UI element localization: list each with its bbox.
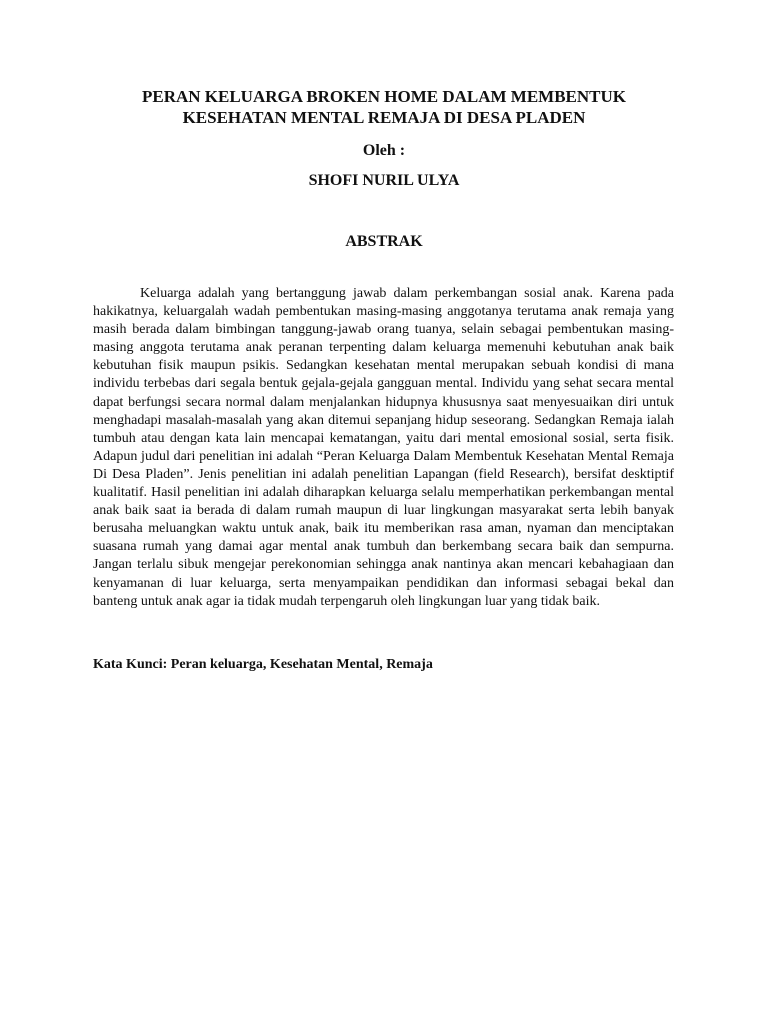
- abstract-heading: ABSTRAK: [345, 233, 423, 250]
- keywords-line: Kata Kunci: Peran keluarga, Kesehatan Mental, Remaja: [93, 657, 433, 672]
- document-title: PERAN KELUARGA BROKEN HOME DALAM MEMBENTUK KESEHATAN MENTAL REMAJA DI DESA PLADEN: [141, 87, 627, 127]
- by-label: Oleh :: [362, 142, 406, 159]
- author-name: SHOFI NURIL ULYA: [308, 172, 460, 189]
- abstract-paragraph: Keluarga adalah yang bertanggung jawab dalam perkembangan sosial anak. Karena pada hakikatnya, keluargalah wadah pembentukan masing-masing anggotanya terutama anak remaja yang masih berada dalam bimbingan tanggung-jawab orang tuanya, selain sebagai pembentukan masing-masing anggota terutama anak peranan terpenting dalam keluarga memenuhi kebutuhan anak baik kebutuhan fisik maupun psikis. Sedangkan kesehatan mental merupakan sebuah kondisi di mana individu terbebas dari segala bentuk gejala-gejala gangguan mental. Individu yang sehat secara mental dapat berfungsi secara normal dalam menjalankan hidupnya khususnya saat menyesuaikan diri untuk menghadapi masalah-masalah yang akan ditemui sepanjang hidup seseorang. Sedangkan Remaja ialah tumbuh atau dengan kata lain mencapai kematangan, yaitu dari mental emosional sosial, serta fisik. Adapun judul dari penelitian ini adalah “Peran Keluarga Dalam Membentuk Kesehatan Mental Remaja Di Desa Pladen”. Jenis penelitian ini adalah penelitian Lapangan (field Research), bersifat desktiptif kualitatif. Hasil penelitian ini adalah diharapkan keluarga selalu memperhatikan perkembangan mental anak baik saat ia berada di dalam rumah maupun di luar lingkungan masyarakat serta lebih banyak berusaha meluangkan waktu untuk anak, baik itu memberikan rasa aman, nyaman dan menciptakan suasana rumah yang damai agar mental anak tumbuh dan berkembang secara baik dan sempurna. Jangan terlalu sibuk mengejar perekonomian sehingga anak nantinya akan mencari kebahagiaan dan kenyamanan di luar keluarga, serta menyampaikan pendidikan dan informasi sebagai bekal dan banteng untuk anak agar ia tidak mudah terpengaruh oleh lingkungan luar yang tidak baik.: [93, 286, 674, 609]
